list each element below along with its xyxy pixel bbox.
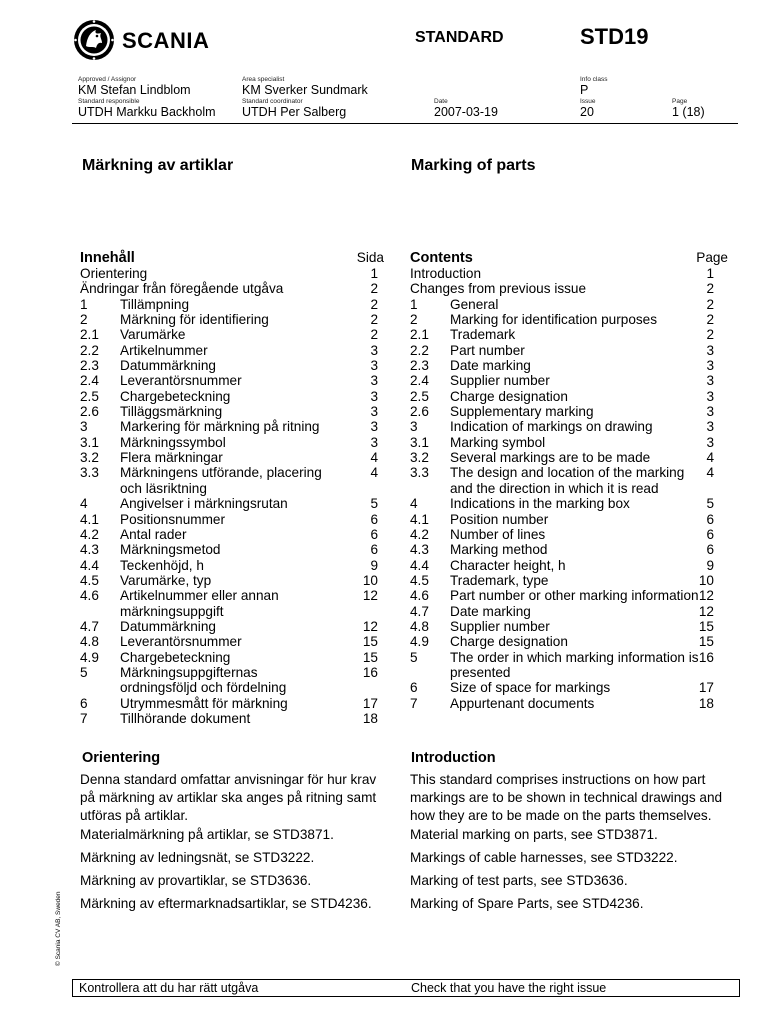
toc-row-page: 5 [370, 496, 378, 512]
info-class-value: P [580, 83, 589, 97]
toc-row [80, 588, 378, 619]
toc-row-title: Märkningssymbol [120, 434, 226, 450]
toc-row-title: Trademark [450, 327, 516, 343]
toc-row-page: 3 [370, 373, 378, 389]
toc-row-title: Utrymmesmått för märkning [120, 695, 288, 711]
toc-row-page: 6 [706, 542, 714, 558]
toc-row [410, 573, 726, 588]
toc-row-number: 2.6 [410, 404, 429, 420]
toc-row-page: 16 [362, 664, 378, 680]
toc-row-title: Appurtenant documents [450, 695, 595, 711]
scania-logo [72, 18, 242, 62]
toc-row-page: 3 [706, 434, 714, 450]
toc-row-title: Varumärke, typ [120, 572, 212, 588]
toc-row-number: 2.2 [410, 342, 429, 358]
toc-row-page: 4 [370, 465, 378, 481]
intro-english-paragraph-4: Marking of test parts, see STD3636. [410, 873, 628, 888]
toc-row-number: 3.2 [410, 450, 429, 466]
toc-row-page: 3 [706, 373, 714, 389]
toc-row [80, 465, 378, 496]
toc-row-page: 6 [706, 526, 714, 542]
toc-row-number: 2.4 [80, 373, 99, 389]
toc-row-title: Changes from previous issue [410, 281, 587, 297]
issue-value: 20 [580, 105, 594, 119]
toc-row [80, 373, 378, 388]
side-copyright: © Scania CV AB, Sweden [55, 891, 62, 966]
toc-row-number: 4.8 [80, 634, 99, 650]
toc-row-page: 1 [370, 266, 378, 281]
toc-row-number: 7 [410, 695, 418, 711]
intro-english-paragraph-1: This standard comprises instructions on how part markings are to be shown in technical drawings and how they are to be made on the parts themselves. [410, 772, 723, 823]
toc-row-title: Date marking [450, 603, 531, 619]
toc-row [410, 542, 726, 557]
toc-row-page: 3 [706, 342, 714, 358]
toc-row [410, 650, 726, 681]
toc-row [410, 604, 726, 619]
toc-row [410, 312, 726, 327]
toc-row-title: Supplementary marking [450, 404, 594, 420]
toc-row [410, 297, 726, 312]
toc-row-number: 4 [410, 496, 418, 512]
toc-row-number: 2.1 [80, 327, 99, 343]
griffin-emblem-icon [72, 18, 242, 62]
toc-row-page: 3 [370, 388, 378, 404]
toc-row-page: 3 [706, 358, 714, 374]
toc-row [80, 419, 378, 434]
toc-row [80, 312, 378, 327]
toc-row-page: 3 [370, 434, 378, 450]
toc-row-number: 1 [410, 296, 418, 312]
intro-swedish-paragraph-5: Märkning av eftermarknadsartiklar, se STD4236. [80, 896, 372, 911]
intro-english-paragraph-5: Marking of Spare Parts, see STD4236. [410, 896, 644, 911]
footer-box [72, 979, 740, 997]
toc-row-page: 3 [370, 404, 378, 420]
toc-row-title: Date marking [450, 358, 531, 374]
toc-row-page: 2 [370, 281, 378, 297]
toc-row-number: 3.3 [410, 465, 429, 481]
toc-row-page: 12 [698, 603, 714, 619]
toc-row-number: 4.1 [80, 511, 99, 527]
toc-row-number: 2.6 [80, 404, 99, 420]
toc-row-page: 1 [706, 266, 714, 281]
toc-row [410, 419, 726, 434]
toc-row-number: 3.3 [80, 465, 99, 481]
toc-row-page: 6 [370, 542, 378, 558]
doc-type: STANDARD [415, 29, 504, 46]
toc-row-number: 4.2 [410, 526, 429, 542]
toc-row-page: 3 [706, 404, 714, 420]
toc-row [80, 573, 378, 588]
toc-row [80, 496, 378, 511]
toc-row-page: 17 [362, 695, 378, 711]
toc-english-page-heading: Page [696, 250, 728, 265]
toc-row-title: Part number or other marking information [450, 588, 699, 604]
toc-row-page: 18 [362, 710, 378, 726]
intro-swedish-paragraph-1: Denna standard omfattar anvisningar för hur krav på märkning av artiklar ska anges på ritning samt utföras på artiklar. [80, 772, 377, 823]
toc-swedish-header [80, 250, 384, 266]
toc-row-title: Ändringar från föregående utgåva [80, 281, 284, 297]
toc-swedish-page-heading: Sida [356, 250, 384, 265]
toc-row [80, 558, 378, 573]
toc-row [410, 389, 726, 404]
coordinator-label: Standard coordinator [242, 98, 303, 105]
toc-row-title: Märkningsuppgifternas ordningsföljd och fördelning [120, 664, 287, 696]
toc-row [410, 527, 726, 542]
toc-row-number: 4.8 [410, 618, 429, 634]
approved-cell [78, 76, 191, 97]
toc-row [410, 496, 726, 511]
intro-swedish-paragraph-3: Märkning av ledningsnät, se STD3222. [80, 850, 315, 865]
toc-row [80, 634, 378, 649]
toc-row-page: 15 [698, 618, 714, 634]
toc-row [80, 542, 378, 557]
toc-row-title: Chargebeteckning [120, 649, 231, 665]
toc-row [410, 634, 726, 649]
toc-row-number: 4.4 [410, 557, 429, 573]
toc-row-title: Märkningsmetod [120, 542, 221, 558]
toc-row-title: Positionsnummer [120, 511, 226, 527]
toc-row [80, 266, 378, 281]
toc-row-title: Several markings are to be made [450, 450, 651, 466]
page-cell [672, 98, 705, 119]
toc-row [80, 404, 378, 419]
toc-row [410, 435, 726, 450]
toc-row-title: Tilläggsmärkning [120, 404, 223, 420]
toc-swedish-rows [80, 266, 378, 726]
toc-row-number: 4.3 [410, 542, 429, 558]
header-divider [72, 123, 738, 124]
toc-row-page: 15 [698, 634, 714, 650]
toc-row-number: 4.5 [80, 572, 99, 588]
intro-swedish-paragraph-2: Materialmärkning på artiklar, se STD3871. [80, 827, 334, 842]
toc-row-title: The order in which marking information is presented [450, 649, 699, 680]
responsible-value: UTDH Markku Backholm [78, 105, 216, 119]
toc-row [80, 297, 378, 312]
toc-row-page: 3 [370, 358, 378, 374]
toc-row-number: 3.1 [410, 434, 429, 450]
intro-swedish-heading: Orientering [82, 750, 161, 766]
toc-row [80, 512, 378, 527]
toc-row [410, 465, 726, 496]
toc-row-page: 2 [706, 327, 714, 343]
page-value: 1 (18) [672, 105, 705, 119]
toc-row-title: Antal rader [120, 526, 187, 542]
toc-row-title: Marking symbol [450, 434, 546, 450]
toc-row-page: 3 [370, 419, 378, 435]
issue-label: Issue [580, 98, 596, 105]
brand-wordmark: SCANIA [122, 28, 210, 53]
toc-row-number: 4.9 [80, 649, 99, 665]
area-label: Area specialist [242, 76, 285, 83]
toc-row-title: Position number [450, 511, 549, 527]
intro-english-heading: Introduction [411, 750, 496, 766]
coordinator-value: UTDH Per Salberg [242, 105, 347, 119]
toc-row-page: 12 [698, 588, 714, 604]
area-cell [242, 76, 368, 97]
toc-row-title: Artikelnummer eller annan märkningsuppgift [120, 588, 279, 619]
toc-row-number: 4.6 [80, 588, 99, 604]
toc-row-title: The design and location of the marking and the direction in which it is read [450, 465, 685, 496]
toc-row [80, 343, 378, 358]
toc-row-page: 12 [362, 588, 378, 604]
toc-row-page: 2 [706, 312, 714, 328]
toc-row-number: 3.2 [80, 450, 99, 466]
toc-row-page: 2 [370, 327, 378, 343]
toc-row-title: Part number [450, 342, 525, 358]
toc-row [410, 558, 726, 573]
toc-swedish-heading: Innehåll [80, 250, 135, 266]
toc-row-number: 4.2 [80, 526, 99, 542]
toc-row-title: Varumärke [120, 327, 186, 343]
toc-row-number: 2.3 [410, 358, 429, 374]
date-label: Date [434, 98, 448, 105]
toc-row-title: Supplier number [450, 373, 550, 389]
toc-row-number: 2.5 [410, 388, 429, 404]
toc-row-title: Leverantörsnummer [120, 634, 242, 650]
toc-row [410, 343, 726, 358]
toc-english-header [410, 250, 726, 266]
toc-row-number: 2.3 [80, 358, 99, 374]
toc-row-number: 2.2 [80, 342, 99, 358]
toc-row-number: 2.5 [80, 388, 99, 404]
toc-row-number: 2 [80, 312, 88, 328]
toc-row-title: Indication of markings on drawing [450, 419, 653, 435]
footer-swedish: Kontrollera att du har rätt utgåva [79, 981, 259, 995]
toc-row-page: 9 [370, 557, 378, 573]
toc-row-page: 15 [362, 634, 378, 650]
date-cell [434, 98, 498, 119]
toc-row-title: General [450, 296, 499, 312]
toc-row [80, 450, 378, 465]
toc-row-page: 6 [370, 511, 378, 527]
page-label: Page [672, 98, 688, 105]
toc-row-page: 6 [706, 511, 714, 527]
toc-row-number: 4.1 [410, 511, 429, 527]
toc-row [80, 650, 378, 665]
toc-row [410, 680, 726, 695]
toc-row [80, 389, 378, 404]
metadata-grid [78, 76, 738, 124]
intro-english-paragraph-3: Markings of cable harnesses, see STD3222. [410, 850, 678, 865]
intro-swedish-paragraph-4: Märkning av provartiklar, se STD3636. [80, 873, 312, 888]
toc-row-number: 2.4 [410, 373, 429, 389]
title-english: Marking of parts [411, 157, 536, 174]
area-value: KM Sverker Sundmark [242, 83, 368, 97]
toc-row-page: 9 [706, 557, 714, 573]
toc-row [410, 281, 726, 296]
toc-row-page: 10 [362, 572, 378, 588]
toc-row [410, 266, 726, 281]
toc-row-page: 3 [706, 419, 714, 435]
toc-row-number: 4.6 [410, 588, 429, 604]
toc-row-number: 4.7 [80, 618, 99, 634]
toc-row-title: Marking for identification purposes [450, 312, 658, 328]
toc-row-page: 12 [362, 618, 378, 634]
toc-row-page: 4 [370, 450, 378, 466]
toc-row-number: 4.9 [410, 634, 429, 650]
coordinator-cell [242, 98, 346, 119]
doc-number: STD19 [580, 24, 649, 49]
toc-row-title: Orientering [80, 266, 148, 281]
info-class-label: Info class [580, 76, 608, 83]
toc-row [80, 327, 378, 342]
toc-row [410, 696, 726, 711]
toc-row-page: 5 [706, 496, 714, 512]
toc-row-number: 5 [410, 649, 418, 665]
toc-row-number: 2 [410, 312, 418, 328]
toc-row-number: 3 [410, 419, 418, 435]
toc-row-number: 3 [80, 419, 88, 435]
issue-cell [580, 98, 596, 119]
approved-label: Approved / Assignor [78, 76, 137, 83]
toc-row-number: 1 [80, 296, 88, 312]
toc-row [80, 696, 378, 711]
toc-row-title: Chargebeteckning [120, 388, 231, 404]
toc-english-rows [410, 266, 726, 711]
toc-row-page: 4 [706, 450, 714, 466]
toc-row-title: Number of lines [450, 526, 546, 542]
toc-row-title: Introduction [410, 266, 482, 281]
toc-row-title: Märkning för identifiering [120, 312, 269, 328]
toc-row [410, 619, 726, 634]
toc-row [410, 450, 726, 465]
toc-row-title: Märkningens utförande, placering och läsriktning [120, 465, 322, 496]
toc-row-title: Artikelnummer [120, 342, 208, 358]
toc-row [80, 665, 378, 696]
toc-row-page: 4 [706, 465, 714, 481]
approved-value: KM Stefan Lindblom [78, 83, 191, 97]
toc-row-number: 4 [80, 496, 88, 512]
responsible-label: Standard responsible [78, 98, 140, 105]
toc-row-title: Charge designation [450, 634, 568, 650]
toc-row-number: 4.4 [80, 557, 99, 573]
toc-row-page: 17 [698, 680, 714, 696]
toc-row [80, 358, 378, 373]
toc-row [410, 358, 726, 373]
toc-row-title: Tillhörande dokument [120, 710, 251, 726]
toc-row-page: 18 [698, 695, 714, 711]
toc-row-title: Angivelser i märkningsrutan [120, 496, 288, 512]
toc-row-page: 2 [370, 296, 378, 312]
toc-row-page: 15 [362, 649, 378, 665]
toc-row-page: 16 [698, 649, 714, 665]
toc-row-title: Flera märkningar [120, 450, 223, 466]
toc-row-number: 3.1 [80, 434, 99, 450]
toc-row-title: Size of space for markings [450, 680, 611, 696]
toc-row-page: 2 [706, 281, 714, 297]
toc-row-title: Datummärkning [120, 618, 216, 634]
toc-row [80, 527, 378, 542]
toc-row-title: Trademark, type [450, 572, 549, 588]
toc-row-number: 4.5 [410, 572, 429, 588]
toc-row-title: Indications in the marking box [450, 496, 630, 512]
toc-row-number: 7 [80, 710, 88, 726]
toc-row [80, 619, 378, 634]
title-swedish: Märkning av artiklar [82, 157, 234, 174]
footer-english: Check that you have the right issue [411, 981, 607, 995]
toc-row-title: Teckenhöjd, h [120, 557, 204, 573]
toc-row [410, 327, 726, 342]
toc-row-title: Datummärkning [120, 358, 216, 374]
toc-english-heading: Contents [410, 250, 473, 266]
toc-row [410, 404, 726, 419]
toc-row-title: Markering för märkning på ritning [120, 419, 320, 435]
toc-row-title: Marking method [450, 542, 548, 558]
toc-row-page: 10 [698, 572, 714, 588]
intro-english-paragraph-2: Material marking on parts, see STD3871. [410, 827, 658, 842]
toc-row-page: 2 [706, 296, 714, 312]
toc-row-page: 3 [370, 342, 378, 358]
toc-row [410, 588, 726, 603]
toc-row-title: Charge designation [450, 388, 568, 404]
toc-row-number: 4.7 [410, 603, 429, 619]
date-value: 2007-03-19 [434, 105, 498, 119]
toc-row-number: 5 [80, 664, 88, 680]
toc-row-page: 6 [370, 526, 378, 542]
toc-row [410, 373, 726, 388]
toc-row-number: 2.1 [410, 327, 429, 343]
toc-row-title: Tillämpning [120, 296, 190, 312]
toc-row [80, 711, 378, 726]
toc-row-number: 6 [410, 680, 418, 696]
info-class-cell [580, 76, 607, 97]
toc-row-number: 6 [80, 695, 88, 711]
toc-row-number: 4.3 [80, 542, 99, 558]
toc-row-title: Character height, h [450, 557, 566, 573]
toc-row-page: 2 [370, 312, 378, 328]
responsible-cell [78, 98, 216, 119]
toc-row [80, 435, 378, 450]
toc-row-title: Leverantörsnummer [120, 373, 242, 389]
toc-row-page: 3 [706, 388, 714, 404]
toc-row [410, 512, 726, 527]
toc-row [80, 281, 378, 296]
toc-row-title: Supplier number [450, 618, 550, 634]
